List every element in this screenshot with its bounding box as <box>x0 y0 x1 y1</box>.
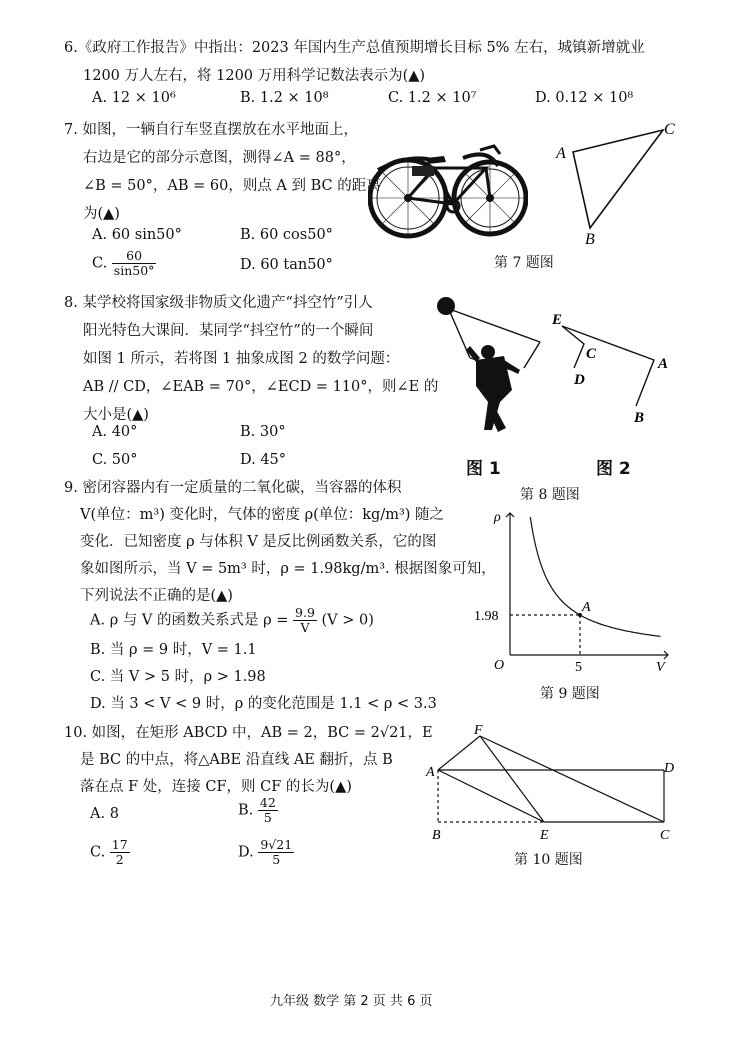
q7-line4: 为(▲) <box>83 206 120 222</box>
segment-af <box>438 736 480 770</box>
label-e: E <box>552 312 563 328</box>
q9-line5: 下列说法不正确的是(▲) <box>80 588 233 604</box>
q7-caption: 第 7 题图 <box>494 255 554 271</box>
q7-line3: ∠B = 50°，AB = 60，则点 A 到 BC 的距离 <box>83 178 381 194</box>
label-a: A <box>556 145 566 162</box>
q9-line3: 变化．已知密度 ρ 与体积 V 是反比例函数关系，它的图 <box>80 534 437 550</box>
q10-option-a: A. 8 <box>90 806 119 822</box>
q10-option-c-fraction: $\frac{17}{2}$ <box>111 837 128 867</box>
x-tick-5: 5 <box>575 660 582 675</box>
q9-option-a-fraction: $\frac{9.9}{V}$ <box>295 605 315 635</box>
q8-caption: 第 8 题图 <box>520 487 580 503</box>
q7-line2: 右边是它的部分示意图，测得∠A = 88°， <box>83 150 356 166</box>
q6-line2: 1200 万人左右，将 1200 万用科学记数法表示为(▲) <box>83 68 426 84</box>
label-c: C <box>660 828 670 843</box>
q10-rectangle-diagram <box>424 722 684 852</box>
q10-line1: 10. 如图，在矩形 ABCD 中，AB = 2，BC = 2√21，E <box>64 725 433 741</box>
q8-line3: 如图 1 所示，若将图 1 抽象成图 2 的数学问题： <box>83 351 400 367</box>
label-a: A <box>426 765 435 780</box>
q8-option-b: B. 30° <box>240 424 286 440</box>
q8-fig1-label: 图 1 <box>466 459 501 479</box>
segment-fc <box>480 736 664 822</box>
axis-label-rho: ρ <box>494 510 501 525</box>
q6-option-a: A. 12 × 10⁶ <box>92 90 176 106</box>
segment-ae <box>438 770 544 822</box>
y-tick-1-98: 1.98 <box>474 609 499 624</box>
point-a-label: A <box>582 600 591 615</box>
q10-option-b: B. $\frac{42}{5}$ <box>238 795 276 825</box>
q10-option-c: C. $\frac{17}{2}$ <box>90 837 128 867</box>
inverse-curve <box>530 517 660 636</box>
label-b: B <box>634 410 645 426</box>
q7-triangle-diagram <box>548 116 688 246</box>
q8-option-c: C. 50° <box>92 452 138 468</box>
q9-caption: 第 9 题图 <box>540 686 600 702</box>
label-c: C <box>586 346 597 362</box>
q9-line1: 9. 密闭容器内有一定质量的二氧化碳，当容器的体积 <box>64 480 402 496</box>
label-c: C <box>664 121 675 138</box>
q8-line5: 大小是(▲) <box>83 407 149 423</box>
q8-fig2-label: 图 2 <box>596 459 631 479</box>
q9-line4: 象如图所示，当 V = 5m³ 时，ρ = 1.98kg/m³. 根据图象可知， <box>80 561 496 577</box>
label-b: B <box>432 828 441 843</box>
q10-option-b-fraction: $\frac{42}{5}$ <box>259 795 276 825</box>
q9-option-b: B. 当 ρ = 9 时，V = 1.1 <box>90 642 257 658</box>
q8-line4: AB // CD，∠EAB = 70°，∠ECD = 110°，则∠E 的 <box>83 379 439 395</box>
q7-option-c-fraction: $\frac{60}{\sin 50^\circ}$ <box>113 248 155 278</box>
q6-option-d: D. 0.12 × 10⁸ <box>535 90 634 106</box>
triangle-abc <box>573 130 663 228</box>
axis-label-v: V <box>656 660 665 675</box>
q8-figure1-diabolo-player <box>432 290 547 445</box>
q8-figure2-diagram <box>548 306 678 426</box>
q10-line2: 是 BC 的中点，将△ABE 沿直线 AE 翻折，点 B <box>80 752 393 768</box>
q10-option-d-fraction: $\frac{9√21}{5}$ <box>260 837 293 867</box>
q6-option-b: B. 1.2 × 10⁸ <box>240 90 329 106</box>
bicycle-illustration <box>368 118 528 248</box>
q7-line1: 7. 如图，一辆自行车竖直摆放在水平地面上， <box>64 122 358 138</box>
q10-line3: 落在点 F 处，连接 CF，则 CF 的长为(▲) <box>80 779 352 795</box>
q8-line1: 8. 某学校将国家级非物质文化遗产“抖空竹”引人 <box>64 295 373 311</box>
q8-option-a: A. 40° <box>92 424 138 440</box>
q8-line2: 阳光特色大课间．某同学“抖空竹”的一个瞬间 <box>83 323 374 339</box>
q6-option-c: C. 1.2 × 10⁷ <box>388 90 477 106</box>
label-b: B <box>585 231 595 246</box>
q9-option-c: C. 当 V > 5 时，ρ > 1.98 <box>90 669 266 685</box>
q10-option-d: D. $\frac{9√21}{5}$ <box>238 837 293 867</box>
q10-caption: 第 10 题图 <box>514 852 583 868</box>
q9-option-d: D. 当 3 < V < 9 时，ρ 的变化范围是 1.1 < ρ < 3.3 <box>90 696 437 712</box>
q7-option-c: C. $\frac{60}{\sin 50^\circ}$ <box>92 248 155 278</box>
q7-option-d: D. 60 tan50° <box>240 257 333 273</box>
q7-option-a: A. 60 sin50° <box>92 227 182 243</box>
q9-option-a: A. ρ 与 V 的函数关系式是 ρ = $\frac{9.9}{V}$ (V > 0) <box>90 605 374 635</box>
label-e: E <box>540 828 549 843</box>
segment-fe <box>480 736 544 822</box>
label-f: F <box>474 723 483 738</box>
q9-inverse-function-graph <box>470 505 680 675</box>
page-footer: 九年级 数学 第 2 页 共 6 页 <box>270 994 433 1009</box>
q7-option-b: B. 60 cos50° <box>240 227 333 243</box>
origin-label: O <box>494 658 505 673</box>
label-d: D <box>574 372 585 388</box>
q9-line2: V(单位：m³) 变化时，气体的密度 ρ(单位：kg/m³) 随之 <box>80 507 445 523</box>
label-d: D <box>664 761 675 776</box>
label-a: A <box>658 356 669 372</box>
q8-option-d: D. 45° <box>240 452 287 468</box>
q6-line1: 6.《政府工作报告》中指出：2023 年国内生产总值预期增长目标 5% 左右，城镇新增就业 <box>64 40 645 56</box>
